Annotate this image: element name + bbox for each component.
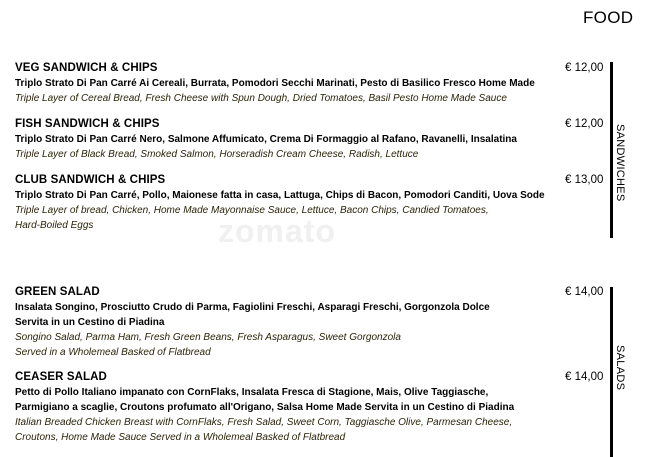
item-price: € 14,00 [565, 286, 604, 298]
item-price: € 12,00 [565, 62, 604, 74]
item-description-en: Triple Layer of bread, Chicken, Home Made Mayonnaise Sauce, Lettuce, Bacon Chips, Candied Tomatoes, [15, 205, 489, 216]
item-name: CEASER SALAD [15, 371, 107, 383]
item-description-it: Triplo Strato Di Pan Carré Ai Cereali, Burrata, Pomodori Secchi Marinati, Pesto di Basilico Fresco Home Made [15, 78, 535, 89]
item-price: € 12,00 [565, 118, 604, 130]
item-description-it: Parmigiano a scaglie, Croutons profumato all'Origano, Salsa Home Made Servita in un Cestino di Piadina [15, 402, 515, 413]
item-description-it: Triplo Strato Di Pan Carré Nero, Salmone Affumicato, Crema Di Formaggio al Rafano, Ravanelli, Insalatina [15, 134, 517, 145]
page-title: FOOD [583, 8, 634, 27]
item-description-it: Triplo Strato Di Pan Carré, Pollo, Maionese fatta in casa, Lattuga, Chips di Bacon, Pomodori Canditi, Uova Sode [15, 190, 545, 201]
section-label-salads: SALADS [614, 345, 626, 391]
item-description-en: Triple Layer of Black Bread, Smoked Salmon, Horseradish Cream Cheese, Radish, Lettuce [15, 149, 419, 160]
item-price: € 14,00 [565, 371, 604, 383]
section-divider [610, 62, 613, 238]
menu-item [15, 172, 560, 233]
menu-item [15, 369, 560, 445]
item-description-en: Italian Breaded Chicken Breast with CornFlaks, Fresh Salad, Sweet Corn, Taggiasche Olive, Parmesan Cheese, [15, 417, 513, 428]
item-description-it: Insalata Songino, Prosciutto Crudo di Parma, Fagiolini Freschi, Asparagi Freschi, Gorgonzola Dolce [15, 302, 490, 313]
menu-item [15, 116, 560, 162]
section-divider [610, 287, 613, 457]
menu-item [15, 60, 560, 106]
item-description-it: Servita in un Cestino di Piadina [15, 317, 165, 328]
item-description-en: Songino Salad, Parma Ham, Fresh Green Beans, Fresh Asparagus, Sweet Gorgonzola [15, 332, 401, 343]
watermark: zomato [218, 213, 336, 249]
item-description-it: Petto di Pollo Italiano impanato con CornFlaks, Insalata Fresca di Stagione, Mais, Olive Taggiasche, [15, 387, 489, 398]
item-name: VEG SANDWICH & CHIPS [15, 62, 158, 74]
item-description-en: Hard-Boiled Eggs [15, 220, 94, 231]
item-name: CLUB SANDWICH & CHIPS [15, 174, 166, 186]
item-description-en: Croutons, Home Made Sauce Served in a Wholemeal Basked of Flatbread [15, 432, 346, 443]
menu-item [15, 284, 560, 360]
item-description-en: Triple Layer of Cereal Bread, Fresh Cheese with Spun Dough, Dried Tomatoes, Basil Pesto Home Made Sauce [15, 93, 507, 104]
item-price: € 13,00 [565, 174, 604, 186]
item-description-en: Served in a Wholemeal Basked of Flatbread [15, 347, 211, 358]
section-label-sandwiches: SANDWICHES [614, 124, 626, 202]
item-name: FISH SANDWICH & CHIPS [15, 118, 160, 130]
item-name: GREEN SALAD [15, 286, 100, 298]
